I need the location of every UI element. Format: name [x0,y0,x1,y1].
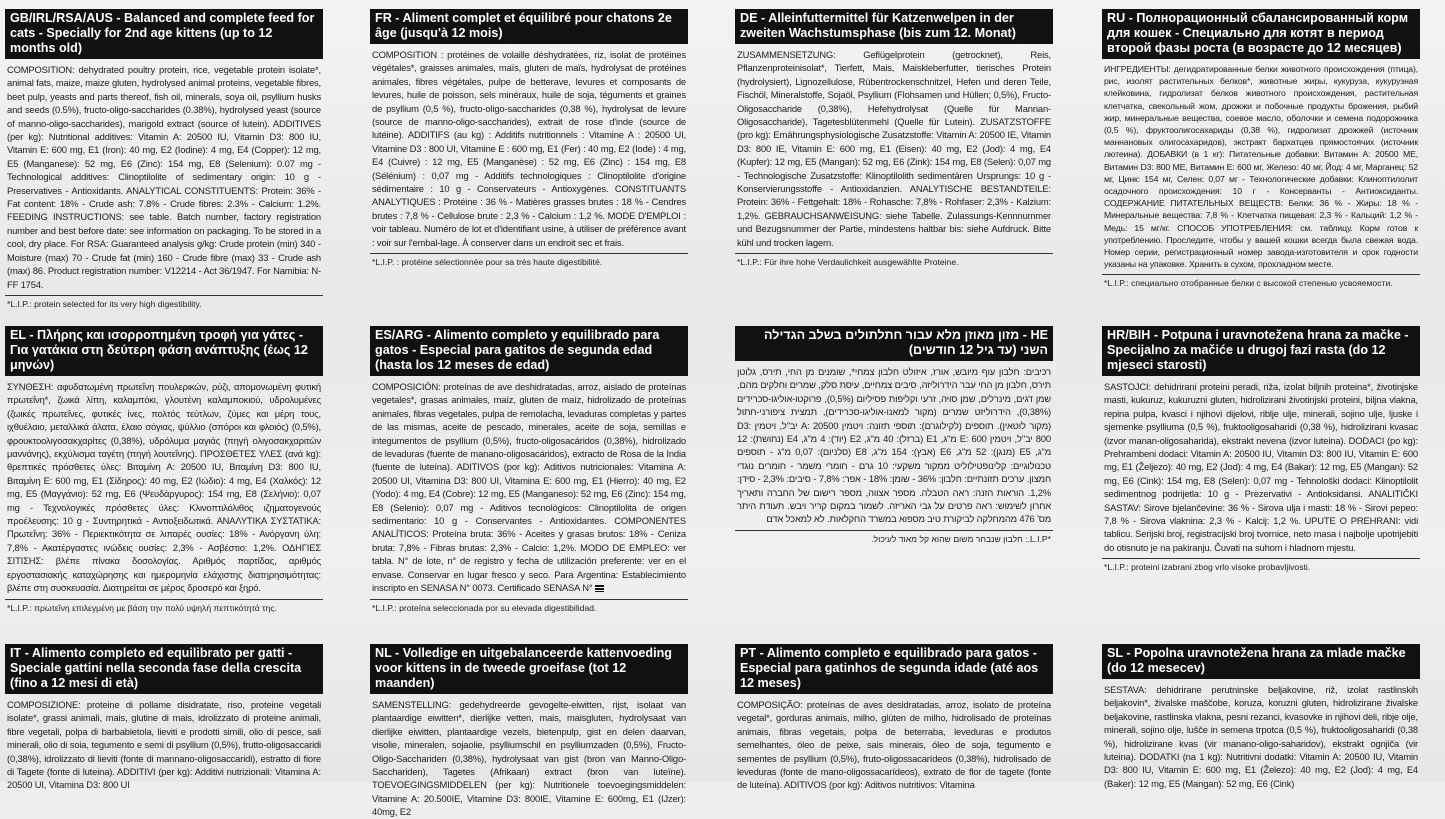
label-panel-de [735,9,1053,268]
panel-heading-gb: GB/IRL/RSA/AUS - Balanced and complete feed for cats - Specially for 2nd age kittens (up to 12 months old) [5,9,323,59]
label-panel-es [370,326,688,614]
label-panel-gb [5,9,323,310]
panel-text-he: רכיבים: חלבון עוף מיובש, אורז, איזולט חלבון צמחי*, שומנים מן החי, תירס, גלוטן תירס, חלבון מן החי עבר הידרוליזה, סיבים צמחיים, עיסת סלק, שמרים וחלקים מהם, שמן דגים, מינרלים, שמן סויה, זרעי וקליפות פסיליום (0,5%), פרוקטו-אוליגו-סכרידים (0,38%), הידרוליזט שמרים (מקור למאנו-אוליגו-סכרידים), תמצית ציפורני-חתול (מקור לוטאין). תוספים (לקילוגרם): תוספי תזונה: ויטמין A: 20500 יב"ל, ויטמין D3: 800 יב"ל, ויטמין E: 600 מ"ג, E1 (ברזל): 40 מ"ג, E2 (יוד): 4 מ"ג, E4 (נחושת): 12 מ"ג, E5 (מנגן): 52 מ"ג, E6 (אבץ): 154 מ"ג, E8 (סלניום): 0,07 מ"ג - תוספים טכנולוגיים: קלינופטילוליט ממקור משקעי: 10 גרם - חומרי משמר - חומרים נוגדי חמצון. ערכים תזונתיים: חלבון: 36% - שומן: 18% - אפר: 7,8% - סיבים: 2,3% - סידן: 1,2%. הוראות הזנה: ראה הטבלה. מספר אצווה, מספר רישום של החברה ותאריך אחרון לשימוש: ראה פרטים על גבי האריזה. לשמור במקום קריר ויבש. תעודת היתר מס' 476 מהמחלקה לביקורת טיב מספוא במשרד החקלאות. לא למאכל אדם [737,366,1052,525]
label-panel-he [735,326,1053,545]
panel-heading-nl: NL - Volledige en uitgebalanceerde kattenvoeding voor kittens in de tweede groeifase (tot 12 maanden) [370,644,688,694]
panel-text-fr: COMPOSITION : protéines de volaille déshydratées, riz, isolat de protéines végétales*, graisses animales, maïs, gluten de maïs, hydrolysat de protéines animales, fibres végétales, pulpe de betterave, levures et composants de levures, huile de poisson, sels minéraux, huile de soja, téguments et graines de psyllium (0,5 %), fructo-oligo-saccharides (0,38 %), hydrolysat de levure (source de manno-oligo-saccharides), extrait de rose d'inde (source de lutéine). ADDITIFS (au kg) : Additifs nutritionnels : Vitamine A : 20500 UI, Vitamine D3 : 800 UI, Vitamine E : 600 mg, E1 (Fer) : 40 mg, E2 (Iode) : 4 mg, E4 (Cuivre) : 12 mg, E5 (Manganèse) : 52 mg, E6 (Zinc) : 154 mg, E8 (Sélénium) : 0,07 mg - Additifs technologiques : Clinoptilolite d'origine sédimentaire : 10 g - Conservateurs - Antioxygènes. CONSTITUANTS ANALYTIQUES : Protéine : 36 % - Matières grasses brutes : 18 % - Cendres brutes : 7,8 % - Cellulose brute : 2,3 % - Calcium : 1,2 %. MODE D'EMPLOI : voir tableau. Numéro de lot et d'identifiant usine, à utiliser de préférence avant : voir sur l'embal-lage. À conserver dans un endroit sec et frais. [372,49,686,248]
label-panel-fr [370,9,688,268]
panel-footnote-gb: *L.I.P.: protein selected for its very high digestibility. [7,298,202,309]
label-panel-ru [1102,9,1420,289]
panel-heading-it: IT - Alimento completo ed equilibrato per gatti - Speciale gattini nella seconda fase della crescita (fino a 12 mesi di età) [5,644,323,694]
panel-heading-pt: PT - Alimento completo e equilibrado para gatos - Especial para gatinhos de segunda idade (até aos 12 meses) [735,644,1053,694]
panel-text-es-content: COMPOSICIÓN: proteínas de ave deshidratadas, arroz, aislado de proteínas vegetales*, grasas animales, maíz, gluten de maíz, hidrolizado de proteínas animales, fibras vegetales, pulpa de remolacha, levaduras completas y partes de las mismas, aceite de pescado, minerales, aceite de soja, semillas e integumentos de psyllium (0,5%), fructo-oligosacáridos (0,38%), hidrolizado de levaduras (fuente de manano-oligosacáridos), extracto de Rosa de la India (fuente de luteína). ADITIVOS (por kg): Aditivos nutricionales: Vitamina A: 20500 UI, Vitamina D3: 800 UI, Vitamina E: 600 mg, E1 (Hierro): 40 mg, E2 (Yodo): 4 mg, E4 (Cobre): 12 mg, E5 (Manganeso): 52 mg, E6 (Zinc): 154 mg, E8 (Selenio): 0,07 mg - Aditivos tecnológicos: Clinoptilolita de origen sedimentario: 10 g - Conservantes - Antioxidantes. COMPONENTES ANALÍTICOS: Proteína bruta: 36% - Aceites y grasas brutos: 18% - Ceniza bruta: 7,8% - Fibras brutas: 2,3% - Calcio: 1,2%. MODO DE EMPLEO: ver tabla. N° de lote, n° de registro y fecha de utilización preferente: ver en el envase. Conservar en lugar fresco y seco. Para Argentina: Establecimiento inscripto en SENASA N° 0073. Certificado SENASA N° [372,381,686,594]
panel-text-ru: ИНГРЕДИЕНТЫ: дегидратированные белки животного происхождения (птица), рис, изолят растительных белков*, животные жиры, кукуруза, кукурузная клейковина, гидролизат белков животного происхождения, растительная клетчатка, свекольный жом, дрожжи и побочные продукты брожения, рыбий жир, минеральные вещества, соевое масло, оболочки и семена подорожника (0,5 %), фруктоолигосахариды (0,38 %), гидролизат дрожжей (источник маннановых олигосахаридов), экстракт бархатцев прямостоячих (источник лютеина). ДОБАВКИ (в 1 кг): Питательные добавки: Витамин A: 20500 МЕ, Витамин D3: 800 МЕ, Витамин E: 600 мг, Железо: 40 мг, Йод: 4 мг, Марганец: 52 мг, Цинк: 154 мг, Селен: 0,07 мг - Технологические добавки: Клиноптилолит осадочного происхождения: 10 г - Консерванты - Антиоксиданты. СОДЕРЖАНИЕ ПИТАТЕЛЬНЫХ ВЕЩЕСТВ: Белки: 36 % - Жиры: 18 % - Минеральные вещества: 7,8 % - Клетчатка пищевая: 2,3 % - Кальций: 1,2 % - Медь: 15 мг/кг. СПОСОБ УПОТРЕБЛЕНИЯ: см. таблицу. Корм готов к употреблению. Проследите, чтобы у вашей кошки всегда была свежая вода. Номер серии, регистрационный номер завода-изготовителя и срок годности указаны на упаковке. Хранить в сухом, прохладном месте. [1104,64,1418,270]
panel-text-hr: SASTOJCI: dehidrirani proteini peradi, riža, izolat biljnih proteina*, životinjske masti, kukuruz, kukuruzni gluten, hidrolizirani životinjski proteini, biljna vlakna, repina pulpa, kvasci i njihovi dijelovi, riblje ulje, minerali, sojino ulje, ljuske i sjemenke psylliuma (0,5 %), fruktooligosaharidi (0,38 %), hidrolizirani kvasac (izvor manan-oligosaharida), ekstrakt nevena (izvor luteina). DODACI (po kg): Prehrambeni dodaci: Vitamin A: 20500 IU, Vitamin D3: 800 IU, Vitamin E: 600 mg, E1 (Željezo): 40 mg, E2 (Jod): 4 mg, E4 (Bakar): 12 mg, E5 (Mangan): 52 mg, E6 (Cink): 154 mg, E8 (Selen): 0,07 mg - Tehnološki dodaci: Klinoptilolit sedimentnog podrijetla: 10 g - Prezervativi - Antioksidansi. ANALITIČKI SASTAV: Sirove bjelančevine: 36 % - Sirova ulja i masti: 18 % - Sirovi pepeo: 7,8 % - Sirova vlaknina: 2,3 % - Kalcij: 1,2 %. UPUTE O PREHRANI: vidi tablicu. Serijski broj, registracijski broj tvornice, neto masa i najbolje upotrijebiti do otisnuto je na pakiranju. Čuvati na suhom i hladnom mjestu. [1104,381,1418,553]
panel-text-it: COMPOSIZIONE: proteine di pollame disidratate, riso, proteine vegetali isolate*, grassi animali, mais, glutine di mais, idrolizzato di proteine animali, fibre vegetali, polpa di barbabietola, lieviti e prodotti simili, olio di pesce, sali minerali, olio di soia, tegumento e semi di psyllium (0,5%), frutto-oligosaccaridi (0,38%), idrolizzato di lieviti (fonte di mannano-oligosaccaridi), estratto di fiore di Tagete (fonte di luteina). ADDITIVI (per kg): Additivi nutrizionali: Vitamina A: 20500 UI, Vitamina D3: 800 UI [7,699,321,791]
label-panel-hr [1102,326,1420,573]
label-panel-el [5,326,323,614]
panel-text-sl: SESTAVA: dehidrirane perutninske beljakovine, riž, izolat rastlinskih beljakovin*, živalske maščobe, koruza, koruzni gluten, hidrolizirane živalske beljakovine, rastlinska vlakna, pesni rezanci, kvasovke in njihovi deli, ribje olje, minerali, sojino olje, lušče in semena trpotca (0,5 %), fruktooligosaharidi (0,38 %), hidrolizirane kvas (vir manano-oligo-saharidov), ekstrakt ognjiča (vir luteina). DODATKI (na 1 kg): Nutritivni dodatki: Vitamin A: 20500 IU, Vitamin D3: 800 IU, Vitamin E: 600 mg, E1 (Železo): 40 mg, E2 (Jod): 4 mg, E4 (Baker): 12 mg, E5 (Mangan): 52 mg, E6 (Cink) [1104,684,1418,789]
panel-text-de: ZUSAMMENSETZUNG: Geflügelprotein (getrocknet), Reis, Pflanzenproteinisolat*, Tierfett, Mais, Maiskleberfutter, tierisches Protein (hydrolysiert), Lignozellulose, Rübentrockenschnitzel, Hefen und deren Teile, Fischöl, Mineralstoffe, Sojaöl, Psyllium (Flohsamen und Hüllen; 0,5%), Fructo-Oligosaccharide (0,38%), Hefehydrolysat (Quelle für Mannan-Oligosaccharide), Tagetesblütenmehl (Quelle für Lutein). ZUSATZSTOFFE (pro kg): Ernährungsphysiologische Zusatzstoffe: Vitamin A: 20500 IE, Vitamin D3: 800 IE, Vitamin E: 600 mg, E1 (Eisen): 40 mg, E2 (Jod): 4 mg, E4 (Kupfer): 12 mg, E5 (Mangan): 52 mg, E6 (Zink): 154 mg, E8 (Selen): 0,07 mg - Technologische Zusatzstoffe: Klinoptilolith sedimentären Ursprungs: 10 g - Konservierungsstoffe - Antioxidanzien. ANALYTISCHE BESTANDTEILE: Protein: 36% - Fettgehalt: 18% - Rohasche: 7,8% - Rohfaser: 2,3% - Kalzium: 1,2%. GEBRAUCHSANWEISUNG: siehe Tabelle. Zulassungs-Kennnummer und Bezugsnummer der Partie, mindestens haltbar bis: siehe Aufdruck. Bitte kühl und trocken lagern. [737,49,1051,248]
flag-icon [595,585,604,592]
panel-footnote-ru: *L.I.P.: специально отобранные белки с высокой степенью усвояемости. [1104,278,1393,289]
panel-heading-he: HE - מזון מאוזן מלא עבור חתלתולים בשלב הגדילה השני (עד גיל 12 חודשים) [735,326,1053,361]
panel-text-pt: COMPOSIÇÃO: proteínas de aves desidratadas, arroz, isolato de proteína vegetal*, gorduras animais, milho, glúten de milho, hidrolisado de proteínas animais, fibras vegetais, polpa de beterraba, leveduras e produtos semelhantes, óleo de peixe, sais minerais, óleo de soja, tegumento e sementes de psyllium (0,5%), fruto-oligossacarídeos (0,38%), hidrolisado de leveduras (fonte de mano-oligossacarídeos), extrato de flor de tagete (fonte de luteína). ADITIVOS (por kg): Aditivos nutritivos: Vitamina [737,699,1051,791]
panel-footnote-fr: *L.I.P. : protéine sélectionnée pour sa très haute digestibilité. [372,257,603,268]
panel-heading-fr: FR - Aliment complet et équilibré pour chatons 2e âge (jusqu'à 12 mois) [370,9,688,44]
panel-text-es [370,376,688,595]
label-panel-it [5,644,323,791]
panel-footnote-he: *L.I.P.: חלבון שנבחר משום שהוא קל מאוד לעיכול. [871,533,1051,544]
panel-heading-es: ES/ARG - Alimento completo y equilibrado para gatos - Especial para gatitos de segunda edad (hasta los 12 meses de edad) [370,326,688,376]
panel-text-gb: COMPOSITION: dehydrated poultry protein, rice, vegetable protein isolate*, animal fats, maize, maize gluten, hydrolysed animal proteins, vegetable fibres, beet pulp, yeasts and parts thereof, fish oil, minerals, soya oil, psyllium husks and seeds (0.5%), fructo-oligo-saccharides (0.38%), hydrolysed yeast (source of manno-oligo-saccharides), marigold extract (source of lutein). ADDITIVES (per kg): Nutritional additives: Vitamin A: 20500 IU, Vitamin D3: 800 IU, Vitamin E: 600 mg, E1 (Iron): 40 mg, E2 (Iodine): 4 mg, E4 (Copper): 12 mg, E5 (Manganese): 52 mg, E6 (Zinc): 154 mg, E8 (Selenium): 0.07 mg - Technological additives: Clinoptilolite of sedimentary origin: 10 g - Preservatives - Antioxidants. ANALYTICAL CONSTITUENTS: Protein: 36% - Fat content: 18% - Crude ash: 7.8% - Crude fibres: 2.3% - Calcium: 1.2%. FEEDING INSTRUCTIONS: see table. Batch number, factory registration number and best before date: see information on packaging. To be stored in a cool, dry place. For RSA: Guaranteed analysis g/kg: Crude protein (min) 340 - Moisture (max) 70 - Crude fat (min) 160 - Crude fibre (max) 33 - Crude ash (max) 86. Product registration number: V12214 - Act 36/1947. For Namibia: N-FF 1754. [7,64,321,290]
label-panel-nl [370,644,688,818]
label-panel-sl [1102,644,1420,789]
panel-text-el: ΣΥΝΘΕΣΗ: αφυδατωμένη πρωτεΐνη πουλερικών, ρύζι, απομονωμένη φυτική πρωτεΐνη*, ζωικά λίπη, καλαμπόκι, γλουτένη καλαμποκιού, υδρολυμένες (ζωικές πρωτεΐνες, φυτικές ίνες, πολτός τεύτλων, ζύμες και μέρη τους, ιχθυέλαιο, μεταλλικά άλατα, έλαιο σόγιας, ψύλλιο (σπόροι και φλοιός) (0,5%), φρουκτοολιγοσακχαρίτες (0,38%), υδρόλυμα μαγιάς (πηγή ολιγοσακχαριτών μαννάνης), εκχύλισμα ταγέτη (πηγή λουτεΐνης). ΠΡΟΣΘΕΤΕΣ ΥΛΕΣ (ανά kg): θρεπτικές πρόσθετες ύλες: Βιταμίνη A: 20500 IU, Βιταμίνη D3: 800 IU, Βιταμίνη E: 600 mg, E1 (Σίδηρος): 40 mg, E2 (Ιώδιο): 4 mg, E4 (Χαλκός): 12 mg, E5 (Μαγγάνιο): 52 mg, E6 (Ψευδάργυρος): 154 mg, E8 (Σελήνιο): 0,07 mg - Τεχνολογικές πρόσθετες ύλες: Κλινοπτιλόλιθος ιζηματογενούς προέλευσης: 10 g - Συντηρητικά - Αντιοξειδωτικά. ΑΝΑΛΥΤΙΚΑ ΣΥΣΤΑΤΙΚΑ: Πρωτεΐνη: 36% - Περιεκτικότητα σε λιπαρές ουσίες: 18% - Ανόργανη ύλη: 7,8% - Ακατέργαστες ινώδεις ουσίες: 2,3% - Ασβέστιο: 1,2%. ΟΔΗΓΙΕΣ ΣΙΤΙΣΗΣ: βλέπε πίνακα δοσολογίας. Αριθμός παρτίδας, αριθμός εργοστασιακής καταχώρησης και ημερομηνία ελάχιστης διατηρησιμότητας: βλέπε στη συσκευασία. Διατηρείται σε μέρος δροσερό και ξηρό. [7,381,321,594]
panel-heading-sl: SL - Popolna uravnotežena hrana za mlade mačke (do 12 mesecev) [1102,644,1420,679]
panel-heading-ru: RU - Полнорационный сбалансированный корм для кошек - Специально для котят в период второй фазы роста (в возрасте до 12 месяцев) [1102,9,1420,59]
panel-heading-de: DE - Alleinfuttermittel für Katzenwelpen in der zweiten Wachstumsphase (bis zum 12. Monat) [735,9,1053,44]
label-panel-pt [735,644,1053,791]
panel-footnote-hr: *L.I.P.: proteini izabrani zbog vrlo visoke probavljivosti. [1104,562,1311,573]
panel-footnote-es: *L.I.P.: proteína seleccionada por su elevada digestibilidad. [372,602,597,613]
panel-footnote-de: *L.I.P.: Für ihre hohe Verdaulichkeit ausgewählte Proteine. [737,257,959,268]
panel-text-nl: SAMENSTELLING: gedehydreerde gevogelte-eiwitten, rijst, isolaat van plantaardige eiwitten*, dierlijke vetten, mais, maisgluten, hydrolysaat van dierlijke eiwitten, plantaardige vezels, bietenpulp, gist en delen daarvan, visolie, mineralen, sojaolie, psylliumschil en psylliumzaden (0,5%), Fructo-Oligo-Sacchariden (0,38%), hydrolysaat van gist (bron van Manno-Oligo-Sacchariden), Tagetes (Afrikaan) extract (bron van luteïne). TOEVOEGINGSMIDDELEN (per kg): Nutritionele toevoegingsmiddelen: Vitamine A: 20.500IE, Vitamine D3: 800IE, Vitamine E: 600mg, E1 (IJzer): 40mg, E2 [372,699,686,818]
panel-heading-hr: HR/BIH - Potpuna i uravnotežena hrana za mačke - Specijalno za mačiće u drugoj fazi rasta (do 12 mjeseci starosti) [1102,326,1420,376]
panel-footnote-el: *L.I.P.: πρωτεΐνη επιλεγμένη με βάση την πολύ υψηλή πεπτικότητά της. [7,602,277,613]
panel-heading-el: EL - Πλήρης και ισορροπημένη τροφή για γάτες - Για γατάκια στη δεύτερη φάση ανάπτυξης (έως 12 μηνών) [5,326,323,376]
